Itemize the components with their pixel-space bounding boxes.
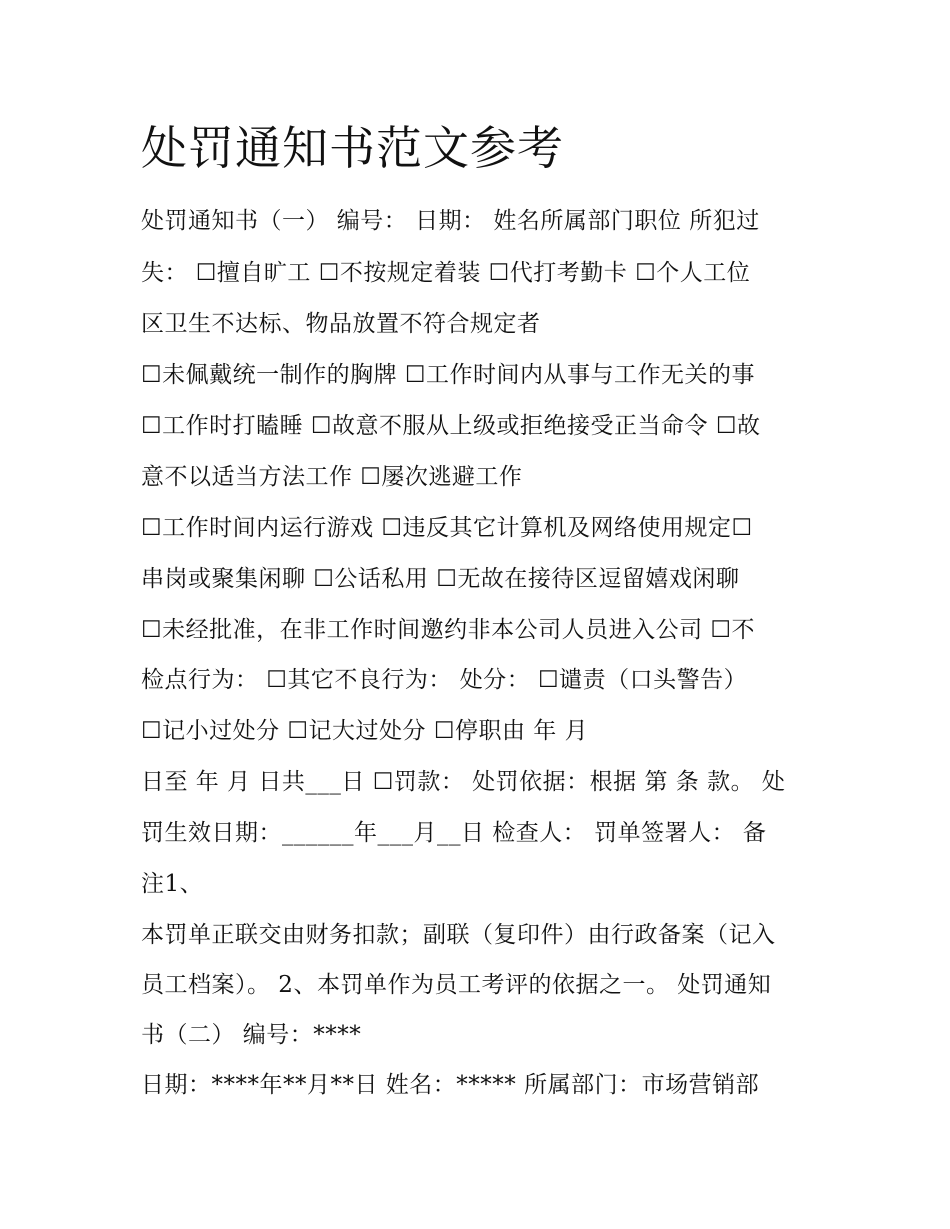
document-title: 处罚通知书范文参考 (141, 121, 564, 175)
body-line-16: 员工档案）。 2、本罚单作为员工考评的依据之一。 处罚通知 (141, 972, 772, 998)
body-line-15: 本罚单正联交由财务扣款；副联（复印件）由行政备案（记入 (141, 922, 776, 948)
body-line-17: 书（二） 编号：**** (141, 1022, 362, 1048)
body-line-12: 日至 年 月 日共___日 ☐罚款： 处罚依据：根据 第 条 款。 处 (141, 769, 786, 795)
body-line-8: 串岗或聚集闲聊 ☐公话私用 ☐无故在接待区逗留嬉戏闲聊 (141, 566, 740, 592)
body-line-14: 注1、 (141, 871, 204, 897)
body-line-6: 意不以适当方法工作 ☐屡次逃避工作 (141, 464, 523, 490)
body-line-1: 处罚通知书（一） 编号： 日期： 姓名所属部门职位 所犯过 (141, 208, 760, 234)
body-line-10: 检点行为： ☐其它不良行为： 处分： ☐谴责（口头警告） (141, 667, 748, 693)
body-line-13: 罚生效日期：______年___月__日 检查人： 罚单签署人： 备 (141, 820, 767, 846)
body-line-9: ☐未经批准，在非工作时间邀约非本公司人员进入公司 ☐不 (141, 617, 756, 643)
body-line-11: ☐记小过处分 ☐记大过处分 ☐停职由 年 月 (141, 718, 589, 744)
body-line-7: ☐工作时间内运行游戏 ☐违反其它计算机及网络使用规定☐ (141, 515, 753, 541)
body-line-4: ☐未佩戴统一制作的胸牌 ☐工作时间内从事与工作无关的事 (141, 362, 756, 388)
body-line-5: ☐工作时打瞌睡 ☐故意不服从上级或拒绝接受正当命令 ☐故 (141, 413, 761, 439)
body-line-3: 区卫生不达标、物品放置不符合规定者 (141, 311, 541, 337)
body-line-18: 日期：****年**月**日 姓名：***** 所属部门：市场营销部 (141, 1072, 760, 1098)
body-line-2: 失： ☐擅自旷工 ☐不按规定着装 ☐代打考勤卡 ☐个人工位 (141, 260, 751, 286)
